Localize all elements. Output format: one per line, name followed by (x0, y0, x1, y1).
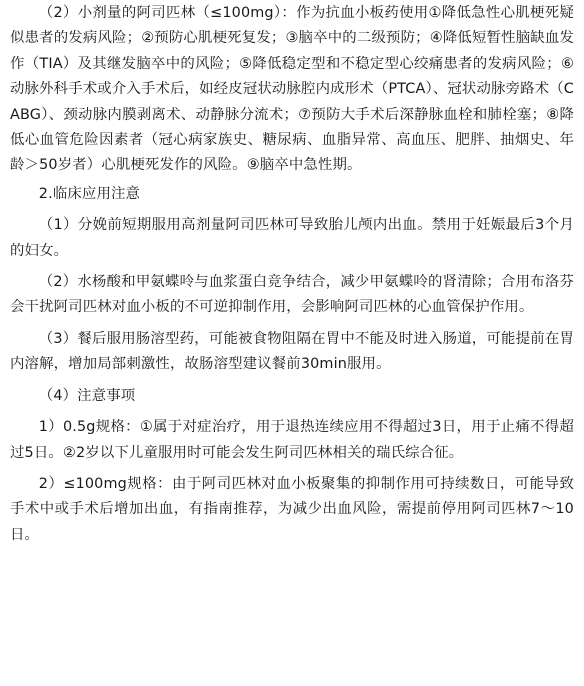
paragraph-note-4-item-1: 1）0.5g规格：①属于对症治疗，用于退热连续应用不得超过3日，用于止痛不得超过5日。②2岁以下儿童服用时可能会发生阿司匹林相关的瑞氏综合征。 (10, 419, 574, 461)
paragraph-note-2: （2）水杨酸和甲氨蝶呤与血浆蛋白竞争结合，减少甲氨蝶呤的肾清除；合用布洛芬会干扰阿司匹林对血小板的不可逆抑制作用，会影响阿司匹林的心血管保护作用。 (10, 274, 574, 316)
section-heading-clinical-notes: 2.临床应用注意 (38, 185, 141, 202)
paragraph-note-4-heading: （4）注意事项 (38, 387, 136, 404)
paragraph-note-1: （1）分娩前短期服用高剂量阿司匹林可导致胎儿颅内出血。禁用于妊娠最后3个月的妇女。 (10, 217, 574, 259)
paragraph-note-3: （3）餐后服用肠溶型药，可能被食物阻隔在胃中不能及时进入肠道，可能提前在胃内溶解，增加局部刺激性，故肠溶型建议餐前30min服用。 (10, 330, 574, 373)
paragraph-low-dose-indications: （2）小剂量的阿司匹林（≤100mg）：作为抗血小板药使用①降低急性心肌梗死疑似患者的发病风险；②预防心肌梗死复发；③脑卒中的二级预防；④降低短暂性脑缺血发作（TIA）及其继发脑卒中的风险；⑤降低稳定型和不稳定型心绞痛患者的发病风险；⑥动脉外科手术或介入手术后，如经皮冠状动脉腔内成形术（PTCA）、冠状动脉旁路术（CABG）、颈动脉内膜剥离术、动静脉分流术；⑦预防大手术后深静脉血栓和肺栓塞；⑧降低心血管危险因素者（冠心病家族史、糖尿病、血脂异常、高血压、肥胖、抽烟史、年龄＞50岁者）心肌梗死发作的风险。⑨脑卒中急性期。 (10, 5, 574, 174)
paragraph-note-4-item-2: 2）≤100mg规格：由于阿司匹林对血小板聚集的抑制作用可持续数日，可能导致手术中或手术后增加出血，有指南推荐，为减少出血风险，需提前停用阿司匹林7～10日。 (10, 475, 574, 543)
